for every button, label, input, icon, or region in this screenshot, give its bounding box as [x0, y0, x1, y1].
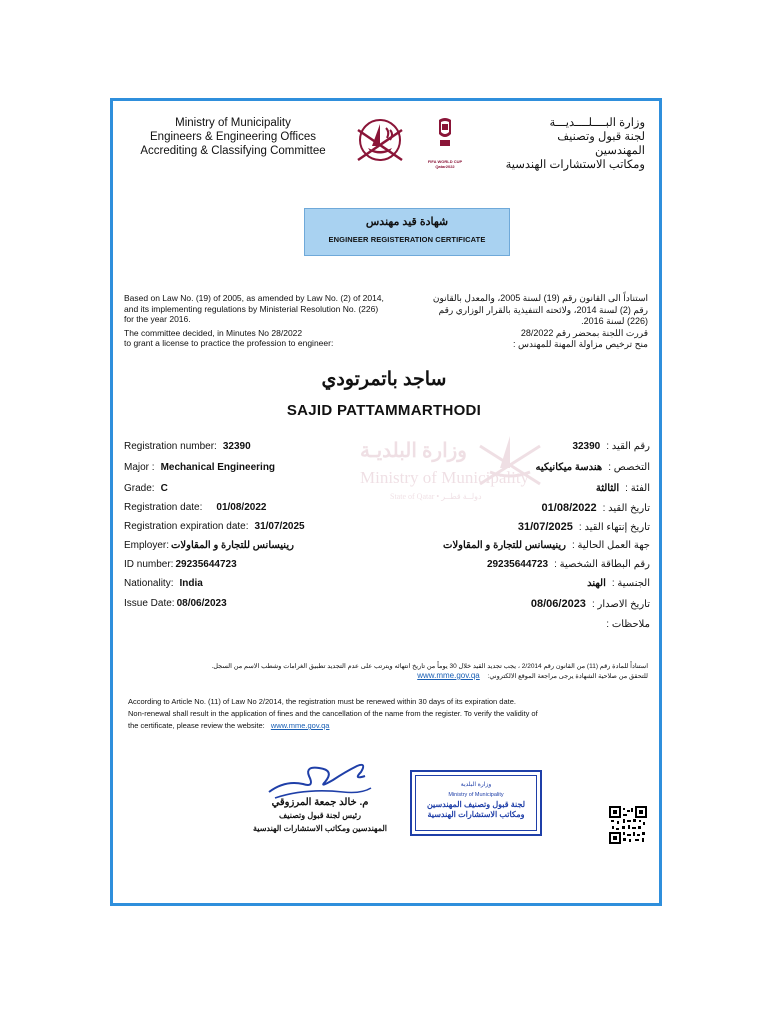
watermark-arabic: وزارة البلديـة: [360, 440, 467, 462]
field-value: 08/06/2023: [530, 598, 586, 610]
website-link-arabic[interactable]: www.mme.gov.qa: [417, 671, 480, 680]
field-en-registration-date: [124, 502, 266, 513]
world-cup-text: FIFA WORLD CUP Qatar2022: [427, 159, 463, 169]
header-ar-line-2: لجنة قبول وتصنيف المهندسين: [557, 131, 645, 157]
world-cup-emblem-icon: [425, 116, 465, 154]
field-value: الهند: [587, 578, 606, 589]
notice-arabic: [130, 662, 648, 681]
field-value: 32390: [222, 441, 251, 452]
field-value: 01/08/2022: [216, 502, 267, 513]
title-english: ENGINEER REGISTERATION CERTIFICATE: [328, 235, 486, 244]
title-arabic: شهادة قيد مهندس: [365, 216, 449, 228]
field-en-id-number: [124, 559, 237, 570]
field-ar-registration-number: [572, 441, 650, 452]
basis-en-grant: to grant a license to practice the profession to engineer:: [124, 338, 334, 348]
field-label: Nationality:: [124, 578, 174, 589]
header-en-line-2: Engineers & Engineering Offices: [150, 131, 316, 143]
notice-ar-line-2: [130, 671, 648, 681]
signatory-role-1: رئيس لجنة قبول وتصنيف: [279, 811, 361, 820]
field-label: رقم البطاقة الشخصية :: [554, 559, 650, 570]
field-en-expiration-date: [124, 521, 305, 532]
stamp-line-4: ومكاتب الاستشارات الهندسية: [427, 810, 525, 819]
header-en-line-3: Accrediting & Classifying Committee: [140, 145, 326, 157]
header-ar-line-3: ومكاتب الاستشارات الهندسية: [505, 159, 645, 171]
committee-stamp: [410, 770, 542, 836]
website-link-english[interactable]: www.mme.gov.qa: [270, 721, 330, 730]
field-label: رقم القيد :: [606, 441, 650, 452]
field-label: ID number:: [124, 559, 174, 570]
field-value: Mechanical Engineering: [160, 462, 276, 473]
field-label: الجنسية :: [611, 578, 650, 589]
field-ar-notes: [600, 619, 650, 630]
certificate-title-box: [304, 208, 510, 256]
field-ar-issue-date: [531, 598, 650, 610]
field-value: 01/08/2022: [541, 502, 597, 514]
field-value: 08/06/2023: [176, 598, 227, 609]
qatar-emblem-icon: [350, 116, 410, 168]
field-label: Registration date:: [124, 502, 203, 513]
signatory-name: م. خالد جمعة المرزوقي: [271, 797, 369, 808]
field-ar-major: [536, 462, 651, 473]
basis-en-committee: The committee decided, in Minutes No 28/2022: [124, 327, 303, 338]
field-en-nationality: [124, 578, 203, 589]
field-value: هندسة ميكانيكيه: [535, 462, 603, 473]
field-label: Registration number:: [124, 441, 217, 452]
notice-en-line-1: According to Article No. (11) of Law No 2/2014, the registration must be renewed within 30 days of its expiration date.: [128, 697, 516, 706]
field-value: C: [160, 483, 168, 494]
field-label: جهة العمل الحالية :: [571, 540, 650, 551]
header-en-line-1: Ministry of Municipality: [175, 117, 291, 129]
field-label: ملاحظات :: [606, 619, 650, 630]
field-ar-grade: [596, 483, 650, 494]
field-label: Issue Date:: [124, 598, 175, 609]
field-label: Registration expiration date:: [124, 521, 249, 532]
field-ar-id-number: [487, 559, 650, 570]
watermark-sub: State of Qatar • دولــة قطــر: [390, 492, 482, 501]
field-value: رينيسانس للتجارة و المقاولات: [443, 540, 566, 551]
watermark-english: Ministry of Municipality: [360, 468, 530, 487]
stamp-line-1: وزارة البلدية: [460, 782, 492, 788]
field-value: 31/07/2025: [254, 521, 305, 532]
field-label: Grade:: [124, 483, 155, 494]
field-en-major: [124, 462, 275, 473]
field-value: 31/07/2025: [517, 521, 573, 533]
field-ar-employer: [443, 540, 650, 551]
legal-basis-english: [124, 293, 384, 349]
engineer-name-english: SAJID PATTAMMARTHODI: [286, 402, 482, 419]
field-en-grade: [124, 483, 168, 494]
field-en-registration-number: [124, 441, 251, 452]
header-english: [128, 116, 338, 158]
notice-ar-line-2-text: للتحقق من صلاحية الشهادة يرجى مراجعة الموقع الالكتروني:: [487, 673, 648, 680]
basis-ar-paragraph: استناداً الى القانون رقم (19) لسنة 2005، والمعدل بالقانون رقم (2) لسنة 2014، ولائحته التنفيذية بالقرار الوزاري رقم (226) لسنة 2016.: [432, 293, 648, 326]
basis-ar-committee: قررت اللجنة بمحضر رقم 28/2022: [520, 327, 648, 338]
world-cup-logo: [425, 116, 465, 168]
stamp-inner: [415, 775, 537, 831]
field-label: الفئة :: [625, 483, 650, 494]
field-label: تاريخ القيد :: [602, 503, 650, 514]
field-label: تاريخ الاصدار :: [591, 599, 650, 610]
field-label: Major :: [124, 462, 155, 473]
field-ar-registration-date: [542, 502, 650, 514]
field-value: 32390: [572, 441, 601, 452]
notice-ar-line-1: استناداً للمادة رقم (11) من القانون رقم 2/2014 ، يجب تجديد القيد خلال 30 يوماً من تاريخ انتهائه ويترتب على عدم التجديد تطبيق الغرامات وشطب الاسم من السجل.: [211, 663, 648, 670]
stamp-line-2: Ministry of Municipality: [448, 792, 504, 798]
engineer-name-arabic: ساجد باتمرتودي: [321, 369, 447, 390]
signatory-block: [240, 796, 400, 835]
signatory-role-2: المهندسين ومكاتب الاستشارات الهندسية: [252, 824, 387, 833]
stamp-line-3: لجنة قبول وتصنيف المهندسين: [426, 800, 526, 809]
field-value: الثالثة: [595, 483, 620, 494]
header-arabic: [505, 116, 645, 172]
notice-en-line-3-text: the certificate, please review the website:: [128, 721, 265, 730]
field-en-issue-date: [124, 598, 227, 609]
field-en-employer: [124, 540, 294, 551]
field-value: رينيسانس للتجارة و المقاولات: [171, 540, 294, 551]
notice-english: [128, 696, 648, 732]
basis-ar-grant: منح ترخيص مزاولة المهنة للمهندس :: [513, 339, 648, 349]
notice-en-line-2: Non-renewal shall result in the application of fines and the cancellation of the name from the register. To verify the validity of: [128, 709, 538, 718]
field-label: Employer:: [124, 540, 170, 551]
field-label: تاريخ إنتهاء القيد :: [578, 522, 650, 533]
notice-en-line-3: [128, 720, 648, 732]
field-value: 29235644723: [175, 559, 237, 570]
field-ar-expiration-date: [518, 521, 650, 533]
field-value: 29235644723: [486, 559, 549, 570]
field-ar-nationality: [587, 578, 650, 589]
qr-code-icon: [609, 806, 647, 844]
legal-basis-arabic: [420, 293, 648, 351]
field-label: التخصص :: [608, 462, 650, 473]
field-value: India: [179, 578, 203, 589]
header-ar-line-1: وزارة البــــلــــديـــة: [549, 117, 645, 129]
basis-en-paragraph: Based on Law No. (19) of 2005, as amended by Law No. (2) of 2014, and its implementing regulations by Ministerial Resolution No. (226) for the year 2016.: [124, 293, 384, 324]
